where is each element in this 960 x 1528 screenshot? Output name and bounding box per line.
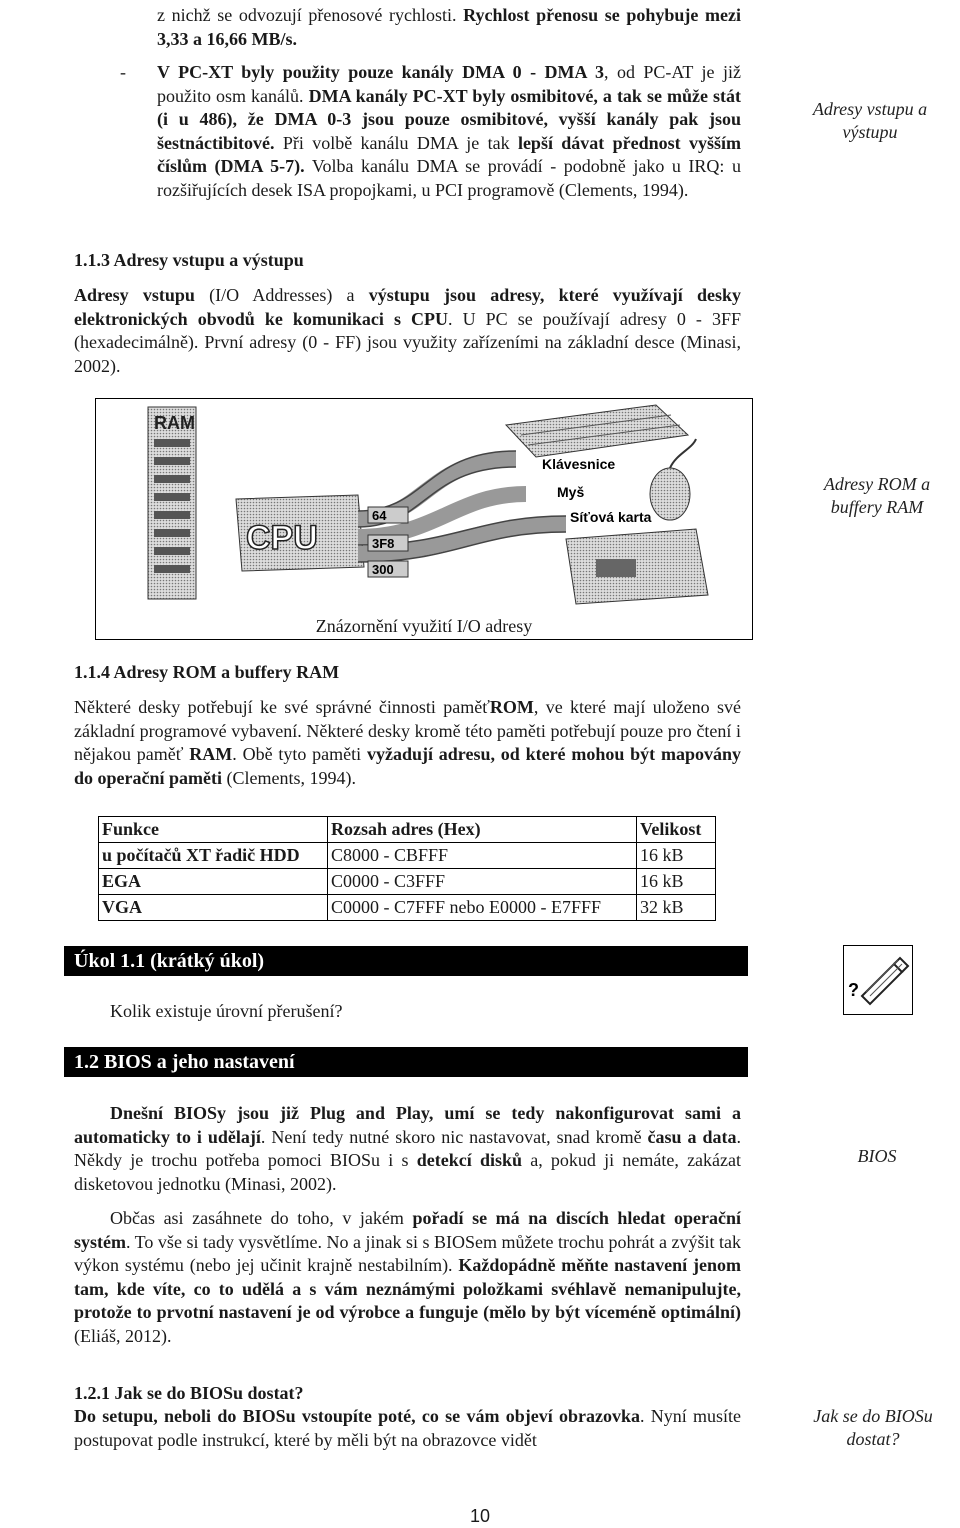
table-row [99,895,716,921]
address-64: 64 [372,508,387,523]
task-question: Kolik existuje úrovní přerušení? [110,1001,343,1021]
bios-paragraph-1 [74,1102,741,1196]
dma-bullet-paragraph [157,61,741,202]
table-header-cell: Velikost [637,817,716,843]
cpu-label: CPU [246,519,318,557]
bios-paragraph-2 [74,1207,741,1348]
text-run: . Někdy je trochu potřeba pomoci BIOSu i s [74,1126,741,1170]
text-run-bold: V PC-XT byly použity pouze kanály DMA 0 - DMA 3 [157,62,604,82]
text-run-bold: pořadí se má na discích hledat operační systém [74,1208,742,1252]
text-run-bold: Rychlost přenosu se pohybuje mezi 3,33 a 16,66 MB/s. [157,5,741,49]
text-run: (Clements, 1994). [226,767,356,788]
task-bar [64,946,748,976]
text-run-bold: Adresy vstupu [74,285,195,305]
cpu-chip [236,495,364,571]
table-cell: C8000 - CBFFF [328,843,637,869]
text-run: . To vše si tady vysvětlíme. No a jinak si s BIOSem můžete trochu pohrát a zvýšit tak výkon systému (nebo jej učinit krajně nestabilním). [74,1231,741,1275]
table-row [99,843,716,869]
text-run-bold: výstupu jsou adresy, které využívají desky elektronických obvodů ke komunikaci s CPU [74,285,742,329]
text-run: . U PC se používají adresy 0 - 3FF (hexadecimálně). První adresy (0 - FF) jsou využity zařízeními na základní desce (Minasi, 2002). [74,308,742,376]
text-run-bold: RAM [189,744,233,764]
margin-note-io: Adresy vstupu a výstupu [812,99,928,142]
margin-note-howto: Jak se do BIOSu dostat? [813,1406,933,1449]
section-heading-1-1-4: 1.1.4 Adresy ROM a buffery RAM [74,662,340,682]
io-address-figure [95,398,753,640]
text-run-bold: Dnešní BIOSy jsou již Plug and Play, umí se tedy nakonfigurovat sami a automaticky to i udělají [74,1103,741,1147]
section-title-1-2: 1.2 BIOS a jeho nastavení [64,1047,305,1077]
bullet-dash: - [120,62,126,82]
address-tags [368,507,408,577]
page-number: 10 [469,1506,491,1526]
text-run-bold: ROM [489,697,534,717]
section-heading-1-1-3: 1.1.3 Adresy vstupu a výstupu [74,250,304,270]
table-cell: EGA [99,869,328,895]
rom-paragraph [74,696,741,790]
margin-note-rom: Adresy ROM a buffery RAM [823,474,931,517]
io-paragraph [74,284,741,378]
keyboard-label: Klávesnice [542,456,616,472]
figure-caption: Znázornění využití I/O adresy [315,616,533,636]
table-row [99,869,716,895]
text-run-bold: času a data [647,1126,737,1147]
ram-module [148,407,196,599]
table-cell: 16 kB [637,843,716,869]
netcard-label: Síťová karta [570,509,652,525]
network-card-icon [566,529,708,604]
ram-label: RAM [154,413,195,433]
text-run: (Eliáš, 2012). [74,1325,172,1346]
question-mark: ? [848,980,859,1000]
text-run-bold: Každopádně měňte nastavení jenom tam, kde víte, co to udělá a s vám neznámými položkami svéhlavě nemanipulujte, protože to prvotní nastavení je od výrobce a funguje (mělo by být víceméně optimální) [74,1255,741,1322]
text-run-bold: Do setupu, neboli do BIOSu vstoupíte poté, co se vám objeví obrazovka [74,1406,640,1426]
text-run-bold: DMA kanály PC-XT byly osmibitové, a tak se může stát (i u 486), že DMA 0-3 jsou pouze osmibitové, vyšší kanály pak jsou šestnáctibitové. [157,85,742,153]
table-header-cell: Funkce [99,817,328,843]
text-run: z nichž se odvozují přenosové rychlosti. [157,5,457,25]
table-header-row [99,817,716,843]
address-3f8: 3F8 [372,536,395,551]
text-run: (I/O Addresses) a [209,285,355,305]
table-cell: VGA [99,895,328,921]
text-run-bold: lepší dávat přednost vyšším číslům (DMA 5-7). [157,132,742,176]
margin-note-bios: BIOS [857,1146,897,1166]
pencil-icon [844,946,912,1014]
table-header-cell: Rozsah adres (Hex) [328,817,637,843]
text-run: , ve které mají uloženo své základní programové vybavení. Některé desky kromě této paměti potřebují pouze pro čtení i nějakou paměť [74,697,741,764]
text-run-bold: detekcí disků [416,1150,522,1170]
text-run: Některé desky potřebují ke své správné činnosti paměť [74,697,490,717]
address-300: 300 [372,562,394,577]
text-run: . Není tedy nutné skoro nic nastavovat, snad kromě [260,1126,642,1147]
text-run: Volba kanálu DMA se provádí - podobně jako u IRQ: u rozšiřujících desek ISA propojkami, u PCI programově (Clements, 1994). [157,156,741,200]
table-cell: C0000 - C7FFF nebo E0000 - E7FFF [328,895,637,921]
text-run: Při volbě kanálu DMA je tak [282,132,510,153]
task-title: Úkol 1.1 (krátký úkol) [64,946,274,976]
text-run: a, pokud ji nemáte, zakázat disketovou jednotku (Minasi, 2002). [74,1150,742,1194]
text-run: . Obě tyto paměti [232,744,362,764]
io-diagram [96,399,752,609]
text-run: Občas asi zasáhnete do toho, v jakém [110,1208,404,1228]
table-cell: u počítačů XT řadič HDD [99,843,328,869]
howto-paragraph [74,1405,741,1452]
intro-paragraph [157,4,741,51]
keyboard-icon [506,405,688,457]
table-cell: 16 kB [637,869,716,895]
mouse-label: Myš [557,484,585,500]
text-run: . Nyní musíte postupovat podle instrukcí, které by měli být na obrazovce vidět [74,1406,741,1450]
task-icon-box [843,945,913,1015]
text-run: , od PC-AT je již použito osm kanálů. [157,62,741,106]
table-cell: C0000 - C3FFF [328,869,637,895]
section-heading-1-2-1: 1.2.1 Jak se do BIOSu dostat? [74,1383,304,1403]
section-bar-1-2 [64,1047,748,1077]
mouse-icon [650,439,696,520]
table-cell: 32 kB [637,895,716,921]
rom-address-table [98,816,716,921]
text-run-bold: vyžadují adresu, od které mohou být mapovány do operační paměti [74,744,741,788]
